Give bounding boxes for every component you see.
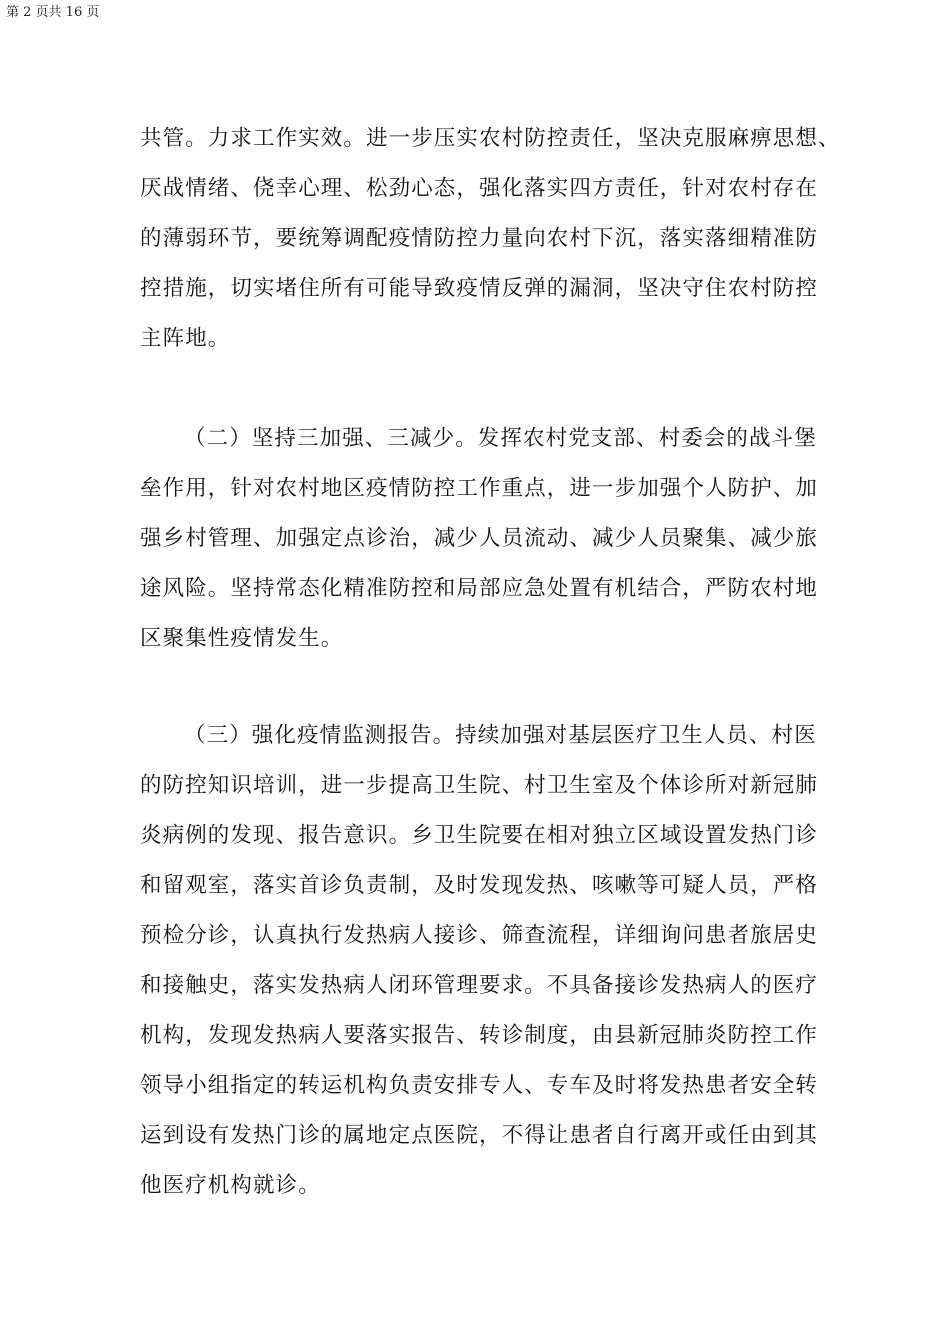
text-line: 主阵地。 (140, 326, 231, 351)
text-line: 炎病例的发现、报告意识。乡卫生院要在相对独立区域设置发热门诊 (140, 823, 819, 848)
document-body (140, 114, 841, 1211)
text-line: 预检分诊，认真执行发热病人接诊、筛查流程，详细询问患者旅居史 (140, 923, 819, 948)
paragraph-continuation (140, 114, 841, 364)
paragraph-section-3 (140, 711, 820, 1211)
text-line: 区聚集性疫情发生。 (140, 626, 344, 651)
paragraph-section-2 (140, 414, 820, 664)
text-line: 的防控知识培训，进一步提高卫生院、村卫生室及个体诊所对新冠肺 (140, 773, 819, 798)
text-line: 共管。力求工作实效。进一步压实农村防控责任，坚决克服麻痹思想、 (140, 126, 841, 151)
text-line: 垒作用，针对农村地区疫情防控工作重点，进一步加强个人防护、加 (140, 476, 819, 501)
text-line: 机构，发现发热病人要落实报告、转诊制度，由县新冠肺炎防控工作 (140, 1023, 819, 1048)
text-line: 运到设有发热门诊的属地定点医院，不得让患者自行离开或任由到其 (140, 1123, 819, 1148)
text-line: 途风险。坚持常态化精准防控和局部应急处置有机结合，严防农村地 (140, 576, 819, 601)
text-line: 他医疗机构就诊。 (140, 1173, 321, 1198)
text-line: 的薄弱环节，要统筹调配疫情防控力量向农村下沉，落实落细精准防 (140, 226, 819, 251)
text-line: 领导小组指定的转运机构负责安排专人、专车及时将发热患者安全转 (140, 1073, 819, 1098)
text-line: 厌战情绪、侥幸心理、松劲心态，强化落实四方责任，针对农村存在 (140, 176, 819, 201)
page-number-header: 第 2 页共 16 页 (6, 5, 100, 20)
text-line: （二）坚持三加强、三减少。发挥农村党支部、村委会的战斗堡 (184, 426, 817, 451)
text-line: （三）强化疫情监测报告。持续加强对基层医疗卫生人员、村医 (184, 723, 817, 748)
text-line: 强乡村管理、加强定点诊治，减少人员流动、减少人员聚集、减少旅 (140, 526, 819, 551)
text-line: 控措施，切实堵住所有可能导致疫情反弹的漏洞，坚决守住农村防控 (140, 276, 819, 301)
text-line: 和留观室，落实首诊负责制，及时发现发热、咳嗽等可疑人员，严格 (140, 873, 819, 898)
text-line: 和接触史，落实发热病人闭环管理要求。不具备接诊发热病人的医疗 (140, 973, 819, 998)
